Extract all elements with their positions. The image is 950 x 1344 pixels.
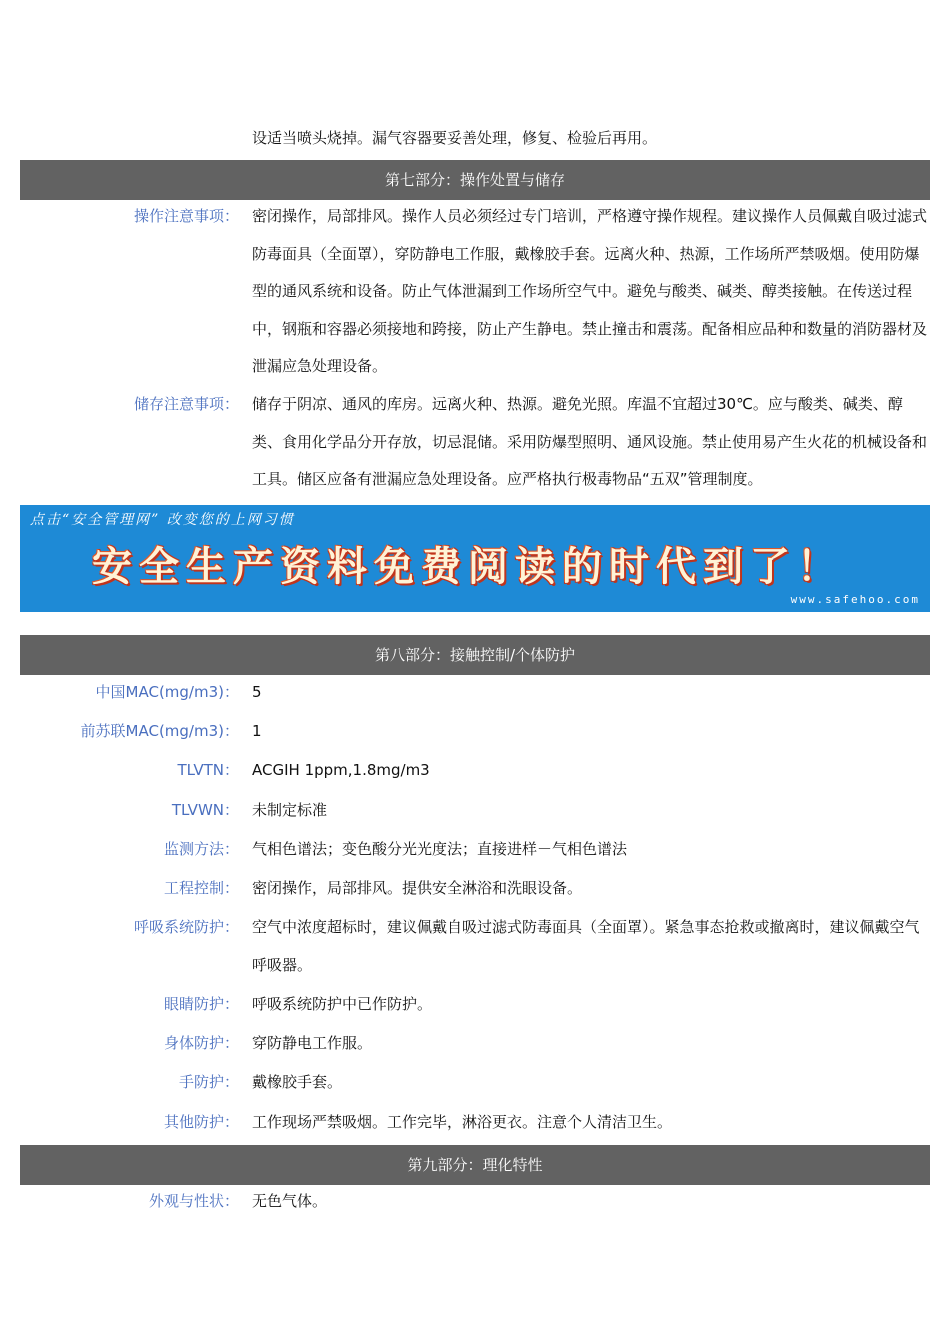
field-label: TLVWN： [171, 801, 239, 819]
field-label: TLVTN： [177, 761, 239, 779]
field-value: 戴橡胶手套。 [252, 1073, 343, 1091]
banner-url: www.safehoo.com [790, 593, 920, 606]
intro-text: 设适当喷头烧掉。漏气容器要妥善处理，修复、检验后再用。 [252, 129, 658, 147]
field-label: 外观与性状： [148, 1192, 239, 1210]
field-value: 未制定标准 [252, 801, 328, 819]
field-label: 眼睛防护： [163, 995, 239, 1013]
field-value: 呼吸系统防护中已作防护。 [252, 995, 433, 1013]
section9-header: 第九部分：理化特性 [20, 1145, 930, 1185]
field-value: 工作现场严禁吸烟。工作完毕，淋浴更衣。注意个人清洁卫生。 [252, 1113, 673, 1131]
field-value: 5 [252, 683, 262, 701]
field-label: 手防护： [178, 1073, 239, 1091]
field-label: 储存注意事项： [133, 395, 239, 413]
safehoo-ad-banner[interactable] [20, 505, 930, 612]
section7-header: 第七部分：操作处置与储存 [20, 160, 930, 200]
field-value: 无色气体。 [252, 1192, 328, 1210]
field-value: ACGIH 1ppm,1.8mg/m3 [252, 761, 430, 779]
field-value: 气相色谱法；变色酸分光光度法；直接进样－气相色谱法 [252, 840, 628, 858]
banner-top-text: 点击“安全管理网” 改变您的上网习惯 [30, 512, 295, 528]
field-value: 储存于阴凉、通风的库房。远离火种、热源。避免光照。库温不宜超过30℃。应与酸类、碱类、醇类、食用化学品分开存放，切忌混储。采用防爆型照明、通风设施。禁止使用易产生火花的机械设备和工具。储区应备有泄漏应急处理设备。应严格执行极毒物品“五双”管理制度。 [252, 395, 928, 489]
field-label: 工程控制： [163, 879, 239, 897]
field-value: 空气中浓度超标时，建议佩戴自吸过滤式防毒面具（全面罩）。紧急事态抢救或撤离时，建议佩戴空气呼吸器。 [252, 918, 920, 974]
field-label: 呼吸系统防护： [133, 918, 239, 936]
field-value: 穿防静电工作服。 [252, 1034, 373, 1052]
field-label: 中国MAC(mg/m3)： [95, 683, 239, 701]
field-label: 操作注意事项： [133, 207, 239, 225]
banner-main-text: 安全生产资料免费阅读的时代到了！ [92, 543, 844, 590]
field-label: 监测方法： [163, 840, 239, 858]
field-label: 前苏联MAC(mg/m3)： [80, 722, 239, 740]
field-value: 密闭操作，局部排风。提供安全淋浴和洗眼设备。 [252, 879, 583, 897]
field-label: 身体防护： [163, 1034, 239, 1052]
field-value: 密闭操作，局部排风。操作人员必须经过专门培训，严格遵守操作规程。建议操作人员佩戴自吸过滤式防毒面具（全面罩），穿防静电工作服，戴橡胶手套。远离火种、热源，工作场所严禁吸烟。使用防爆型的通风系统和设备。防止气体泄漏到工作场所空气中。避免与酸类、碱类、醇类接触。在传送过程中，钢瓶和容器必须接地和跨接，防止产生静电。禁止撞击和震荡。配备相应品种和数量的消防器材及泄漏应急处理设备。 [252, 207, 928, 376]
field-value: 1 [252, 722, 262, 740]
field-label: 其他防护： [163, 1113, 239, 1131]
section8-header: 第八部分：接触控制/个体防护 [20, 635, 930, 675]
